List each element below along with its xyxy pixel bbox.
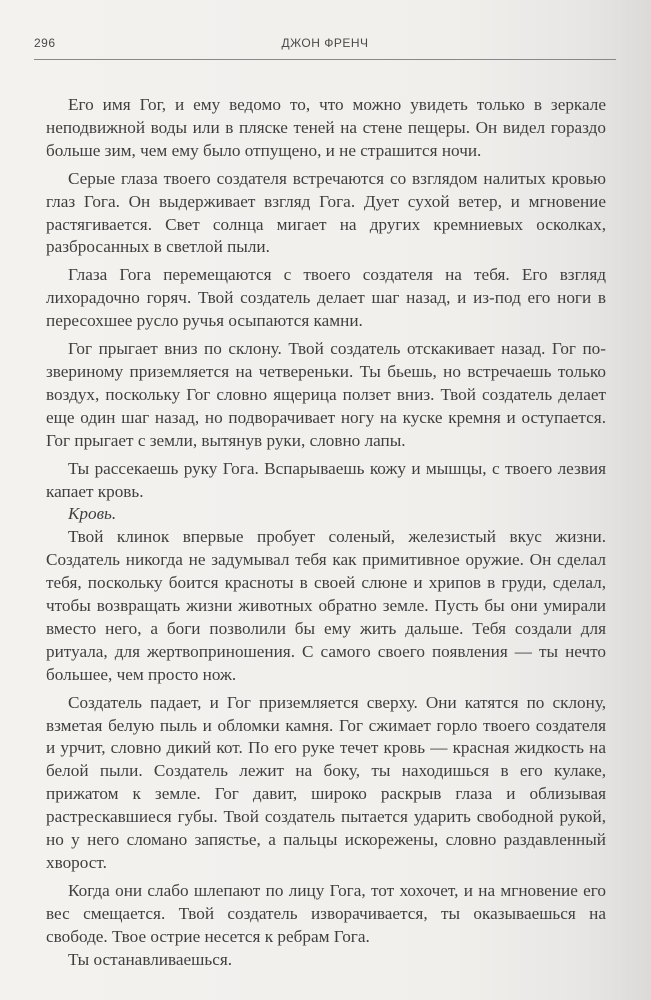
paragraph: Твой клинок впервые пробует соленый, железистый вкус жизни. Создатель никогда не задумывал тебя как примитивное оружие. Он сделал тебя, поскольку боится красноты в своей слюне и хрипов в груди, сделал, чтобы возвращать жизни животных обратно земле. Пусть бы они умирали вместо него, а боги позволили бы ему жить дальше. Тебя создали для ритуала, для жертвоприношения. С самого своего появления — ты нечто большее, чем просто нож. — [46, 527, 606, 684]
page-number: 296 — [34, 36, 56, 50]
paragraph: Создатель падает, и Гог приземляется сверху. Они катятся по склону, взметая белую пыль и обломки камня. Гог сжимает горло твоего создателя и урчит, словно дикий кот. По его руке течет кровь — красная жидкость на белой пыли. Создатель лежит на боку, ты находишься в его кулаке, прижатом к земле. Гог давит, широко раскрыв глаза и облизывая растрескавшиеся губы. Твой создатель пытается ударить свободной рукой, но у него сломано запястье, а пальцы искорежены, словно раздавленный хворост. — [46, 692, 606, 872]
page-header — [34, 34, 616, 60]
header-rule — [34, 59, 616, 60]
running-head-author: ДЖОН ФРЕНЧ — [281, 36, 369, 50]
paragraph: Когда они слабо шлепают по лицу Гога, тот хохочет, и на мгновение его вес смещается. Твой создатель изворачивается, ты оказываешься на свободе. Твое острие несется к ребрам Гога. — [46, 880, 606, 946]
paragraph: Его имя Гог, и ему ведомо то, что можно увидеть только в зеркале неподвижной воды или в пляске теней на стене пещеры. Он видел гораздо больше зим, чем ему было отпущено, и не страшится ночи. — [46, 95, 606, 160]
paragraph: Ты останавливаешься. — [68, 949, 233, 969]
italic-word: Кровь. — [68, 504, 117, 524]
paragraph: Глаза Гога перемещаются с твоего создателя на тебя. Его взгляд лихорадочно горяч. Твой создатель делает шаг назад, и из-под его ноги в пересохшее русло ручья осыпаются камни. — [46, 265, 606, 331]
paragraph: Ты рассекаешь руку Гога. Вспарываешь кожу и мышцы, с твоего лезвия капает кровь. — [46, 458, 606, 501]
body-text — [46, 94, 606, 972]
paragraph-italic — [46, 503, 606, 526]
paragraph: Гог прыгает вниз по склону. Твой создатель отскакивает назад. Гог по-звериному приземляется на четвереньки. Ты бьешь, но встречаешь только воздух, поскольку Гог словно ящерица ползет вниз. Твой создатель делает еще один шаг назад, но подворачивает ногу на куске кремня и оступается. Гог прыгает с земли, вытянув руки, словно лапы. — [46, 339, 606, 450]
paragraph: Серые глаза твоего создателя встречаются со взглядом налитых кровью глаз Гога. Он выдерживает взгляд Гога. Дует сухой ветер, и мгновение растягивается. Свет солнца мигает на других кремниевых осколках, разбросанных в светлой пыли. — [46, 168, 606, 257]
